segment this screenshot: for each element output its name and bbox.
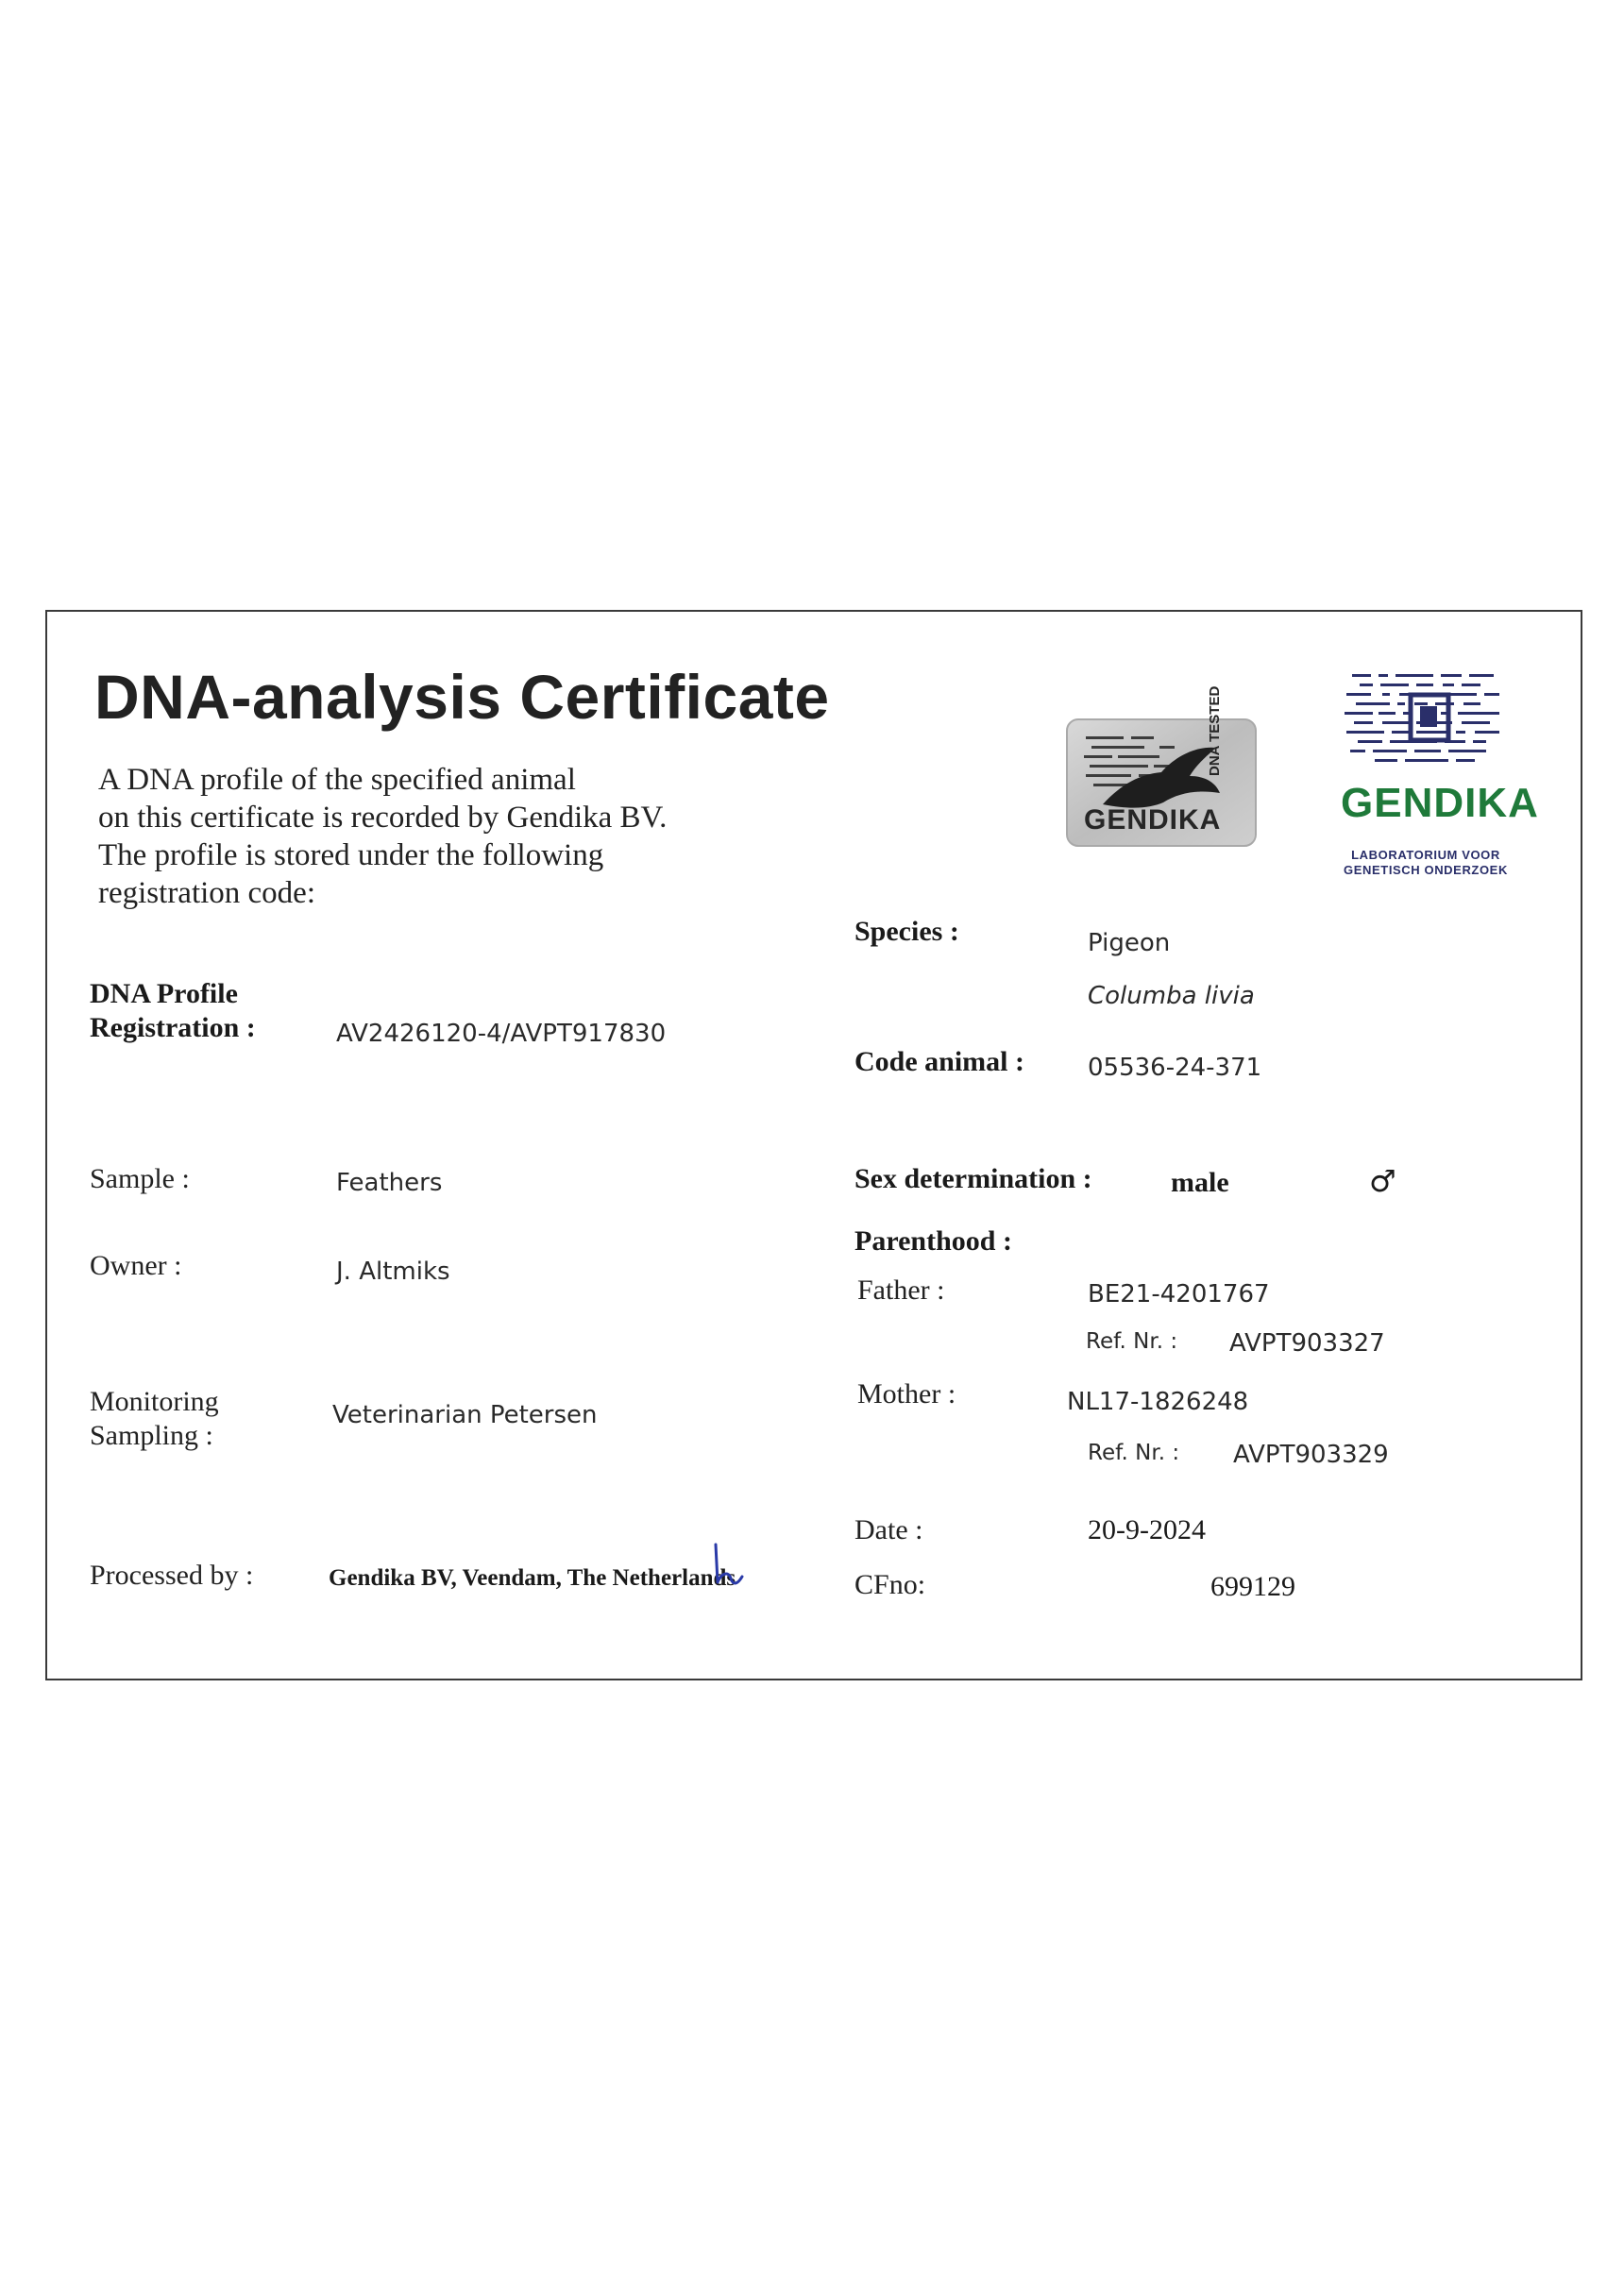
mother-ref-label: Ref. Nr. : [1088,1441,1180,1465]
father-label: Father : [857,1275,945,1306]
mother-label: Mother : [857,1378,956,1410]
intro-line: The profile is stored under the following [98,838,604,872]
intro-line: A DNA profile of the specified animal [98,763,576,797]
male-symbol-icon: ♂ [1369,1163,1396,1199]
species-latin-value: Columba livia [1088,982,1255,1010]
handwritten-mark-icon [710,1541,748,1592]
mother-ref-value: AVPT903329 [1233,1441,1389,1469]
intro-line: on this certificate is recorded by Gendika BV. [98,801,668,835]
parenthood-label: Parenthood : [854,1225,1012,1257]
owner-value: J. Altmiks [336,1258,450,1286]
monitoring-label: Monitoring [90,1386,219,1417]
dna-tested-sticker [1065,685,1258,848]
date-value: 20-9-2024 [1088,1514,1206,1545]
father-ref-label: Ref. Nr. : [1086,1329,1178,1354]
species-value: Pigeon [1088,929,1171,957]
cfno-value: 699129 [1210,1571,1295,1602]
certificate-intro [98,761,667,912]
gendika-brand-subtitle [1341,848,1511,878]
species-label: Species : [854,916,959,947]
sample-value: Feathers [336,1169,443,1197]
dna-profile-value: AV2426120-4/AVPT917830 [336,1020,667,1048]
code-animal-value: 05536-24-371 [1088,1054,1262,1082]
gendika-subtitle-line: GENETISCH ONDERZOEK [1344,863,1508,877]
owner-label: Owner : [90,1250,182,1281]
processed-by-value: Gendika BV, Veendam, The Netherlands [329,1565,736,1591]
dna-registration-label: Registration : [90,1012,256,1043]
sticker-brand-text: GENDIKA [1084,804,1222,836]
intro-line: registration code: [98,876,316,910]
processed-by-label: Processed by : [90,1560,254,1591]
monitoring-value: Veterinarian Petersen [332,1401,598,1429]
gendika-subtitle-line: LABORATORIUM VOOR [1351,848,1500,862]
sticker-side-text: DNA TESTED [1207,685,1223,776]
sampling-label: Sampling : [90,1420,213,1451]
code-animal-label: Code animal : [854,1046,1024,1077]
father-value: BE21-4201767 [1088,1280,1270,1308]
gendika-mark-icon [1341,670,1511,770]
sample-label: Sample : [90,1163,190,1194]
gendika-brand-name: GENDIKA [1341,780,1539,826]
certificate-title: DNA-analysis Certificate [94,662,830,732]
cfno-label: CFno: [854,1569,926,1600]
mother-value: NL17-1826248 [1067,1388,1249,1416]
date-label: Date : [854,1514,923,1545]
dna-profile-label: DNA Profile [90,978,238,1009]
father-ref-value: AVPT903327 [1229,1329,1385,1358]
sex-determination-label: Sex determination : [854,1163,1092,1194]
sex-value: male [1171,1167,1229,1198]
